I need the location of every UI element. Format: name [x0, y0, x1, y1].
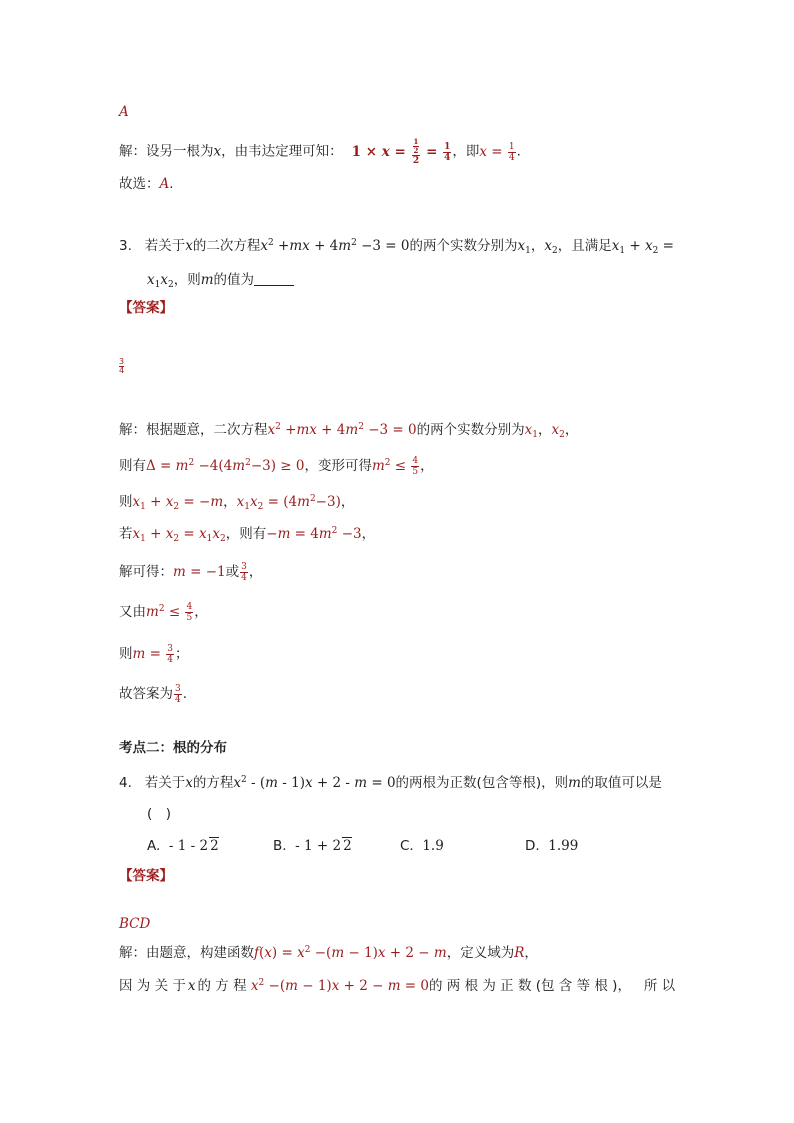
question-text: ，则	[173, 272, 201, 288]
option-c[interactable]	[400, 836, 444, 856]
answer-label: 【答案】	[119, 868, 173, 884]
solution-3-line-1: 解：根据题意，二次方程$x^2 +mx + 4m^2 -3 = 0$的两个实数分别为$x_1$，$x_2$，	[119, 422, 579, 440]
question-number: 4.	[119, 775, 132, 791]
option-b[interactable]: B. - 1 + 2 2	[273, 838, 352, 854]
section-heading: 考点二：根的分布	[119, 740, 227, 756]
solution-text: ，则有	[225, 526, 267, 542]
solution-text: 若	[119, 526, 133, 542]
solution-4-line-2: 因 为 关 于 x 的 方 程 $x^2 -(m - 1)x + 2 - m = 0$的 两 根 为 正 数 (包 含 等 根 )， 所 以	[119, 978, 676, 994]
solution-text: 解：由题意，构建函数	[119, 945, 254, 961]
solution-text: 的两个实数分别为	[416, 422, 525, 438]
solution-text: 解：根据题意，二次方程	[119, 422, 268, 438]
question-text: 的值为	[213, 272, 255, 288]
solution-3-line-8: 故答案为 $\frac{3}{4}$ .	[119, 684, 188, 705]
question-text: 若关于	[144, 238, 186, 254]
solution-4-line-1: 解：由题意，构建函数$f(x) = x^2 -(m - 1)x + 2 - m$，定义域为R，	[119, 945, 538, 961]
solution-text: ，由韦达定理可知：	[221, 143, 343, 160]
option-label: B.	[273, 838, 287, 854]
solution-text: 所 以	[643, 978, 676, 994]
question-3-line-2: $x_1x_2$，则m的值为	[147, 270, 294, 290]
choose-text: 故选：	[119, 176, 160, 192]
question-number: 3.	[119, 238, 132, 254]
solution-text: 解：设另一根为	[119, 143, 214, 160]
choose-answer: A	[159, 176, 170, 192]
solution-3-line-3: 则$x_1 + x_2 = -m$，$x_1x_2 = (4m^2-3)$，	[119, 494, 355, 512]
answer-letter: A	[119, 104, 129, 120]
answer-4: BCD	[119, 916, 151, 932]
solution-text: ，定义域为	[446, 945, 515, 961]
question-4-paren: ( )	[147, 806, 172, 822]
solution-text: ，变形可得	[304, 458, 372, 474]
question-text: 的二次方程	[192, 238, 261, 254]
solution-text: 则	[119, 494, 133, 510]
option-label: A.	[147, 838, 161, 854]
question-4-line-1: 4. 若关于x的方程$x^2 - (m - 1)x + 2 - m = 0$的两根为正数(包含等根)，则m的取值可以是	[119, 775, 662, 791]
solution-text: 的 两 根 为 正 数 (包 含 等 根 )，	[429, 978, 631, 994]
solution-3-line-4: 若$x_1 + x_2 = x_1x_2$，则有$-m = 4m^2 -3$，	[119, 526, 376, 544]
answer-label: 【答案】	[119, 300, 173, 316]
solution-3-line-5: 解可得：m = −1或 $\frac{3}{4}$ ，	[119, 562, 263, 583]
solution-text: 因 为 关 于	[119, 978, 186, 994]
solution-text: 的 方 程	[197, 978, 247, 994]
solution-3-line-7: 则m = $\frac{3}{4}$ ；	[119, 644, 189, 665]
option-a[interactable]: A. - 1 - 2 2	[147, 838, 219, 854]
solution-text: 即	[465, 143, 480, 160]
question-3-line-1: 3. 若关于x的二次方程$x^2 +mx + 4m^2 -3 = 0$的两个实数分别为$x_1$，$x_2$，且满足$x_1 + x_2$ =	[119, 238, 674, 256]
option-d[interactable]	[525, 836, 578, 856]
choose-line: 故选：A.	[119, 176, 174, 192]
question-text: 若关于	[144, 775, 186, 791]
question-text: 的取值可以是	[580, 775, 662, 791]
option-value: 1.9	[422, 838, 444, 854]
question-text: 的两个实数分别为	[409, 238, 518, 254]
solution-1-line: 解：设另一根为x，由韦达定理可知： 1 × x = $\frac{\frac{1}{2}}{2}$ = $\frac{1}{4}$ ，即x = $\frac{1}{4}$ .	[119, 137, 521, 166]
solution-text: 则有	[119, 458, 146, 474]
solution-text: 则	[119, 646, 133, 662]
solution-text: 解可得：	[119, 564, 173, 580]
solution-text: 故答案为	[119, 686, 173, 702]
solution-3-line-6: 又由$m^2$ ≤ $\frac{4}{5}$ ，	[119, 602, 208, 623]
solution-3-line-2: 则有$\Delta = m^2 -4(4m^2-3) \ge 0$，变形可得$m^2$ ≤ $\frac{4}{5}$ ，	[119, 456, 434, 477]
answer-blank[interactable]	[254, 271, 294, 286]
question-text: 的方程	[192, 775, 234, 791]
solution-text: 或	[225, 564, 240, 580]
answer-3-fraction: $\frac{3}{4}$	[119, 357, 125, 375]
option-label: D.	[525, 838, 540, 854]
question-text: ，且满足	[557, 238, 612, 254]
question-text: 的两根为正数(包含等根)，则	[395, 775, 569, 791]
solution-text: 又由	[119, 604, 146, 620]
option-label: C.	[400, 838, 414, 854]
answer-a	[119, 102, 129, 122]
option-value: 1.99	[548, 838, 579, 854]
